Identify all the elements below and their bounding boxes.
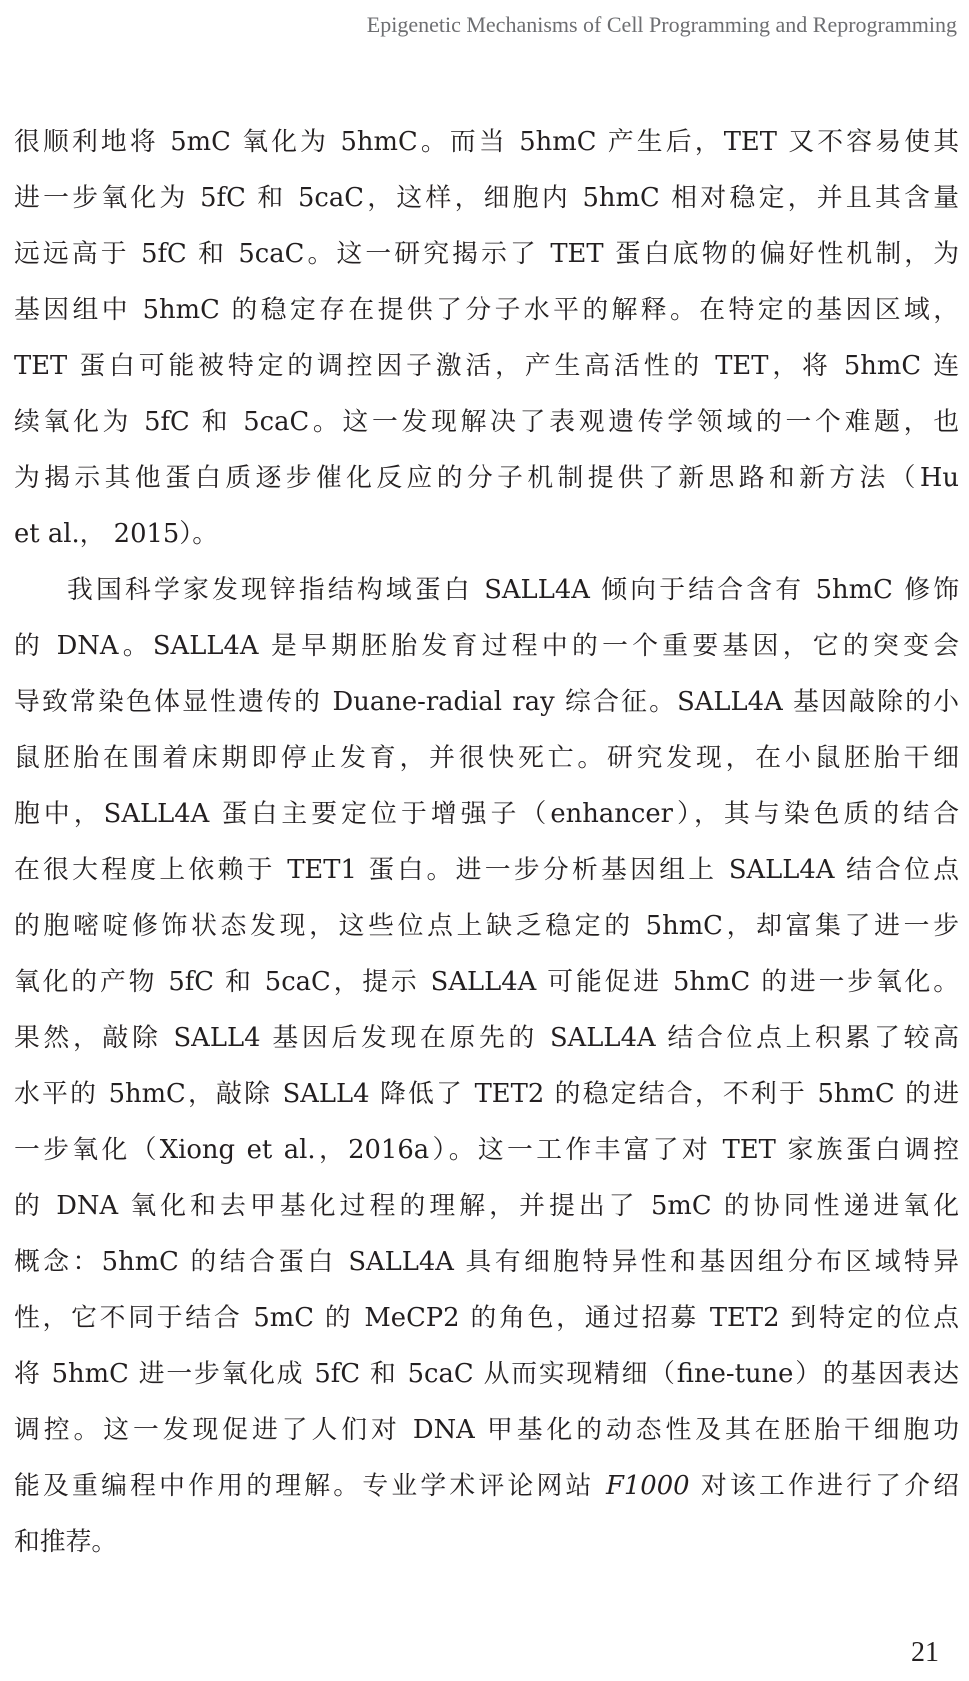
paragraph-2-line: 的 DNA 氧化和去甲基化过程的理解，并提出了 5mC 的协同性递进氧化: [14, 1191, 959, 1221]
paragraph-1-line: 远远高于 5fC 和 5caC。这一研究揭示了 TET 蛋白底物的偏好性机制，为: [14, 239, 959, 269]
text-segment: 对该工作进行了介绍: [689, 1471, 959, 1501]
paragraph-2-line: 鼠胚胎在围着床期即停止发育，并很快死亡。研究发现，在小鼠胚胎干细: [14, 743, 959, 773]
paragraph-2-line: 在很大程度上依赖于 TET1 蛋白。进一步分析基因组上 SALL4A 结合位点: [14, 855, 959, 885]
paragraph-2-line: 果然，敲除 SALL4 基因后发现在原先的 SALL4A 结合位点上积累了较高: [14, 1023, 959, 1053]
page-number: 21: [911, 1637, 939, 1668]
paragraph-2-line: 和推荐。: [14, 1527, 118, 1557]
paragraph-2-line: 概念：5hmC 的结合蛋白 SALL4A 具有细胞特异性和基因组分布区域特异: [14, 1247, 959, 1277]
paragraph-1-line: 基因组中 5hmC 的稳定存在提供了分子水平的解释。在特定的基因区域，: [14, 295, 959, 325]
paragraph-2-line: 调控。这一发现促进了人们对 DNA 甲基化的动态性及其在胚胎干细胞功: [14, 1415, 959, 1445]
paragraph-2-line: 胞中，SALL4A 蛋白主要定位于增强子（enhancer），其与染色质的结合: [14, 799, 959, 829]
paragraph-1-line: 进一步氧化为 5fC 和 5caC，这样，细胞内 5hmC 相对稳定，并且其含量: [14, 183, 959, 213]
paragraph-1-line: et al.， 2015）。: [14, 519, 219, 549]
paragraph-2-line: 的 DNA。SALL4A 是早期胚胎发育过程中的一个重要基因，它的突变会: [14, 631, 959, 661]
paragraph-2-line: 我国科学家发现锌指结构域蛋白 SALL4A 倾向于结合含有 5hmC 修饰: [67, 575, 959, 605]
paragraph-2-line: 的胞嘧啶修饰状态发现，这些位点上缺乏稳定的 5hmC，却富集了进一步: [14, 911, 959, 941]
paragraph-1-line: 续氧化为 5fC 和 5caC。这一发现解决了表观遗传学领域的一个难题，也: [14, 407, 959, 437]
paragraph-2-line: 性，它不同于结合 5mC 的 MeCP2 的角色，通过招募 TET2 到特定的位点: [14, 1303, 959, 1333]
text-segment: 能及重编程中作用的理解。专业学术评论网站: [14, 1471, 606, 1501]
paragraph-1-line: TET 蛋白可能被特定的调控因子激活，产生高活性的 TET，将 5hmC 连: [14, 351, 959, 381]
paragraph-2-line-f1000: [14, 1458, 959, 1514]
journal-name-f1000: F1000: [605, 1471, 690, 1501]
paragraph-1-line: 很顺利地将 5mC 氧化为 5hmC。而当 5hmC 产生后，TET 又不容易使其: [14, 127, 959, 157]
paragraph-1-line: 为揭示其他蛋白质逐步催化反应的分子机制提供了新思路和新方法（Hu: [14, 463, 959, 493]
paragraph-2-line: 水平的 5hmC，敲除 SALL4 降低了 TET2 的稳定结合，不利于 5hmC 的进: [14, 1079, 959, 1109]
paragraph-2-line: 导致常染色体显性遗传的 Duane-radial ray 综合征。SALL4A 基因敲除的小: [14, 687, 959, 717]
paragraph-2-line: 氧化的产物 5fC 和 5caC，提示 SALL4A 可能促进 5hmC 的进一步氧化。: [14, 967, 959, 997]
body-text: [14, 114, 959, 1570]
running-header: Epigenetic Mechanisms of Cell Programming and Reprogramming: [366, 12, 957, 37]
paragraph-2-line: 将 5hmC 进一步氧化成 5fC 和 5caC 从而实现精细（fine-tune）的基因表达: [14, 1359, 959, 1389]
paragraph-2-line: 一步氧化（Xiong et al.，2016a）。这一工作丰富了对 TET 家族蛋白调控: [14, 1135, 959, 1165]
